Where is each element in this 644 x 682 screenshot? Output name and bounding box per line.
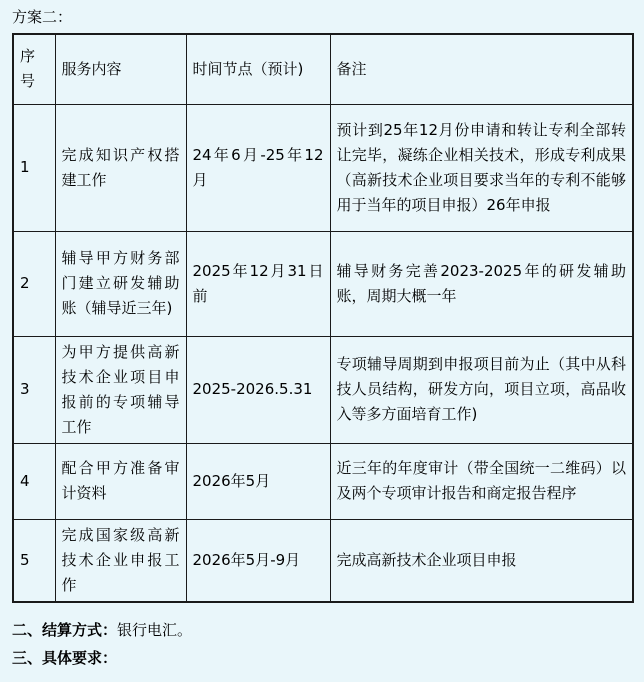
requirements-line — [12, 644, 632, 672]
cell-time: 24年6月-25年12月 — [186, 104, 330, 231]
col-header-time: 时间节点（预计) — [186, 34, 330, 104]
cell-time: 2025-2026.5.31 — [186, 336, 330, 443]
cell-time: 2026年5月-9月 — [186, 519, 330, 602]
cell-service: 配合甲方准备审计资料 — [55, 443, 186, 519]
cell-no: 3 — [13, 336, 55, 443]
cell-service: 辅导甲方财务部门建立研发辅助账（辅导近三年) — [55, 231, 186, 336]
cell-time: 2026年5月 — [186, 443, 330, 519]
cell-note: 辅导财务完善2023-2025年的研发辅助账，周期大概一年 — [330, 231, 633, 336]
cell-no: 4 — [13, 443, 55, 519]
cell-no: 5 — [13, 519, 55, 602]
table-row — [13, 231, 633, 336]
service-plan-table — [12, 33, 634, 603]
col-header-service: 服务内容 — [55, 34, 186, 104]
cell-service: 完成知识产权搭建工作 — [55, 104, 186, 231]
table-row — [13, 104, 633, 231]
cell-time: 2025年12月31日前 — [186, 231, 330, 336]
col-header-no: 序号 — [13, 34, 55, 104]
table-row — [13, 336, 633, 443]
cell-note: 完成高新技术企业项目申报 — [330, 519, 633, 602]
settlement-label: 二、结算方式： — [12, 620, 118, 639]
settlement-value: 银行电汇。 — [117, 620, 193, 639]
cell-note: 专项辅导周期到申报项目前为止（其中从科技人员结构，研发方向，项目立项，高品收入等多方面培育工作) — [330, 336, 633, 443]
header-row — [13, 34, 633, 104]
col-header-note: 备注 — [330, 34, 633, 104]
section-title: 方案二： — [12, 8, 73, 26]
cell-note: 预计到25年12月份申请和转让专利全部转让完毕，凝练企业相关技术，形成专利成果（高新技术企业项目要求当年的专利不能够用于当年的项目申报）26年申报 — [330, 104, 633, 231]
cell-service: 完成国家级高新技术企业申报工作 — [55, 519, 186, 602]
requirements-label: 三、具体要求： — [12, 648, 118, 667]
table-row — [13, 519, 633, 602]
settlement-line — [12, 616, 632, 644]
footer-block — [12, 616, 632, 672]
cell-service: 为甲方提供高新技术企业项目申报前的专项辅导工作 — [55, 336, 186, 443]
cell-note: 近三年的年度审计（带全国统一二维码）以及两个专项审计报告和商定报告程序 — [330, 443, 633, 519]
cell-no: 1 — [13, 104, 55, 231]
cell-no: 2 — [13, 231, 55, 336]
table-row — [13, 443, 633, 519]
